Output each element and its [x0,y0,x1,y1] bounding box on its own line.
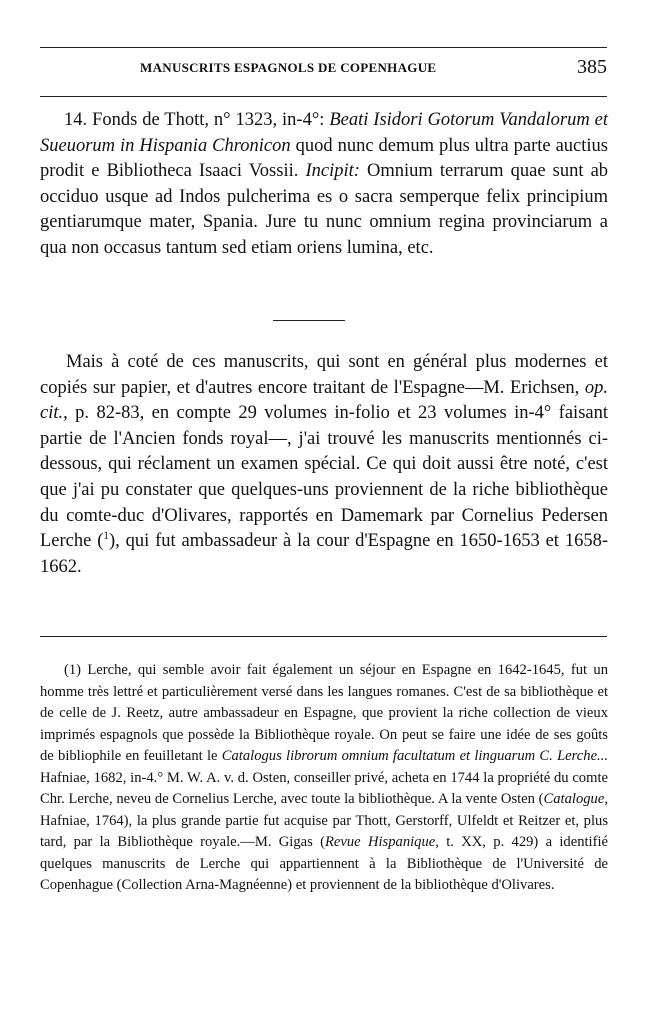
entry-title: Beati Isidori Gotorum Vandalorum et Sueuorum in Hispania Chronicon [40,110,609,156]
footnote-part4: t. XX, p. 429) a identifié quelques manuscrits de Lerche qui appartiennent à la Bibliothèque de l'Université de Copenhague (Collection Arna-Magnéenne) et proviennent de la bibliothèque d'Olivares. [40,834,608,893]
catalogus-title: Catalogus librorum omnium facultatum et linguarum C. Lerche... [221,748,608,764]
incipit-text: Omnium terrarum quae sunt ab occiduo usque ad Indos pulcherima es o sacra semperque felix principium gentiarumque mater, Spania. Jure tu nunc omnium regina provinciarum a qua non occasus tantum sed etiam oriens lumina, etc. [40,161,609,258]
footnote [40,660,608,897]
footnote-reference: 1 [103,530,109,542]
op-cit: op. cit. [40,377,608,424]
page-number: 385 [577,56,607,78]
header-rule [40,96,607,97]
incipit-label: Incipit: [305,161,360,182]
entry-fonds: Fonds de Thott, n° 1323, in-4°: [92,110,325,130]
entry-description: quod nunc demum plus ultra parte auctius prodit e Bibliotheca Isaaci Vossii. [40,135,608,182]
footnote-part3: Hafniae, 1764), la plus grande partie fut acquise par Thott, Gerstorff, Ulfeldt et Reitzer et, plus tard, par la Bibliothèque royale.—M. Gigas ( [40,812,608,850]
running-head [40,56,607,84]
main-text-part1: Mais à coté de ces manuscrits, qui sont en général plus modernes et copiés sur papier, et d'autres encore traitant de l'Espagne—M. Erichsen, [40,352,608,398]
footnote-rule [40,636,607,637]
catalogue-title: Catalogue, [543,791,608,807]
main-text-part3: ), qui fut ambassadeur à la cour d'Espagne en 1650-1653 et 1658-1662. [40,531,608,577]
footnote-marker: (1) [64,662,82,678]
manuscript-entry [40,108,608,262]
main-paragraph [40,350,608,580]
revue-title: Revue Hispanique, [325,834,439,850]
footnote-text [40,660,608,897]
entry-number: 14. [64,110,88,130]
footnote-part1: Lerche, qui semble avoir fait également un séjour en Espagne en 1642-1645, fut un homme très lettré et particulièrement versé dans les langues romanes. C'est de sa bibliothèque et de celle de J. Reetz, autre ambassadeur en Espagne, que provient la riche collection de vieux imprimés espagnols que possède la Bibliothèque royale. On peut se faire une idée de ses goûts de bibliophile en feuilletant le [40,662,608,764]
footnote-part2: Hafniae, 1682, in-4.° M. W. A. v. d. Osten, conseiller privé, acheta en 1744 la propriété du comte Chr. Lerche, neveu de Cornelius Lerche, avec toute la bibliothèque. A la vente Osten ( [40,769,608,807]
section-divider [273,320,345,321]
main-paragraph-text [40,350,608,580]
running-title: MANUSCRITS ESPAGNOLS DE COPENHAGUE [140,60,437,75]
entry-paragraph [40,108,608,262]
top-rule [40,47,607,48]
main-text-part2: , p. 82-83, en compte 29 volumes in-folio et 23 volumes in-4° faisant partie de l'Ancien fonds royal—, j'ai trouvé les manuscrits mentionnés ci-dessous, qui réclament un examen spécial. Ce qui doit aussi être noté, c'est que j'ai pu constater que quelques-uns proviennent de la riche bibliothèque du comte-duc d'Olivares, rapportés en Damemark par Cornelius Pedersen Lerche ( [40,403,608,552]
